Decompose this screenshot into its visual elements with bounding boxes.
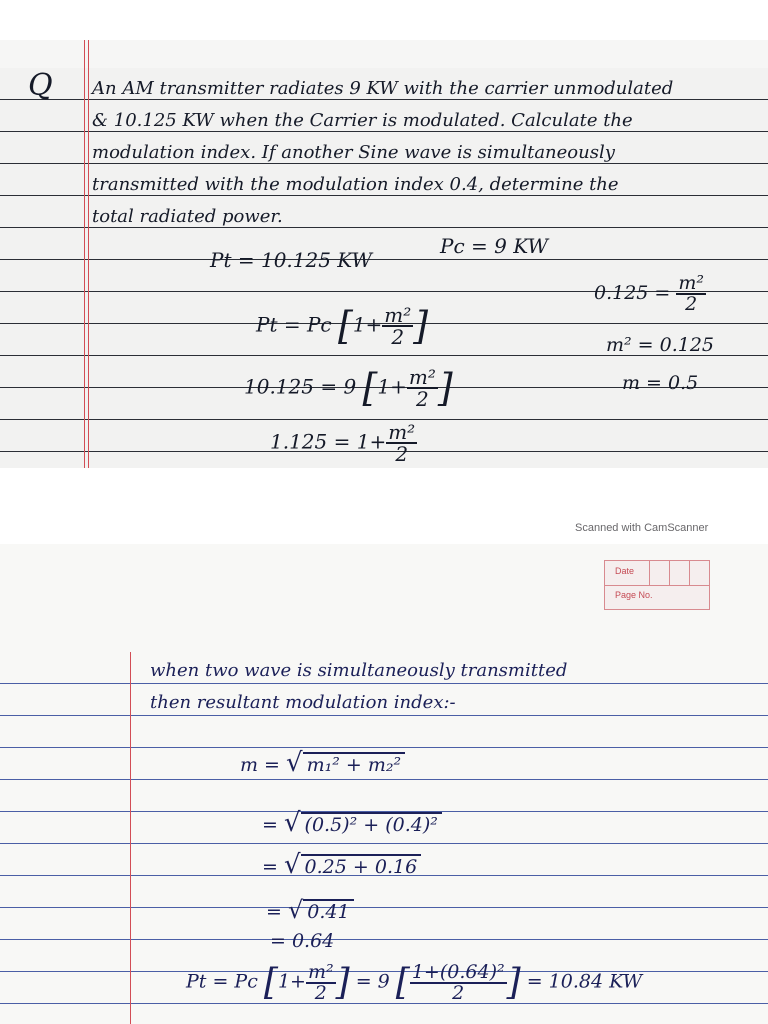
question-line-1: An AM transmitter radiates 9 KW with the carrier unmodulated — [92, 78, 674, 99]
sqrt-sign: √ — [286, 748, 303, 778]
side-work-3: m = 0.5 — [622, 372, 699, 394]
date-cell-divider — [689, 561, 690, 585]
calc-row-4 — [270, 930, 334, 952]
given-pt: Pt = 10.125 KW — [210, 248, 373, 272]
date-cell-divider — [649, 561, 650, 585]
fraction-numerator: m² — [678, 272, 705, 294]
bracket-open: [ — [263, 962, 278, 1003]
m-eq: m = — [240, 754, 280, 776]
sqrt-content: m₁² + m₂² — [303, 752, 406, 776]
fraction-denominator: 2 — [452, 981, 465, 1004]
calc-row-3 — [266, 896, 354, 924]
date-row — [605, 561, 709, 586]
formula-lhs: Pt = Pc — [256, 312, 332, 337]
fraction-numerator: m² — [307, 960, 334, 983]
sqrt-content: 0.25 + 0.16 — [301, 854, 422, 878]
step2-lhs: 1.125 = — [270, 429, 351, 454]
fraction-numerator: m² — [388, 420, 416, 444]
one-plus: 1+ — [277, 970, 306, 993]
step1-lhs: 10.125 = 9 — [244, 374, 357, 399]
formula-row — [256, 304, 428, 348]
bracket-open: [ — [395, 962, 410, 1003]
date-label: Date — [615, 566, 635, 576]
bracket-open: [ — [337, 304, 353, 348]
m-formula-row — [240, 748, 405, 778]
fraction-denominator: 2 — [415, 387, 429, 411]
calc-row-1 — [262, 808, 442, 838]
one-plus: 1+ — [356, 429, 387, 454]
given-pc: Pc = 9 KW — [440, 234, 548, 258]
page2-line-2: then resultant modulation index:- — [150, 692, 456, 713]
fraction-denominator: 2 — [395, 442, 409, 466]
eq-sign: = — [262, 814, 278, 836]
one-plus: 1+ — [377, 374, 407, 399]
question-line-2: & 10.125 KW when the Carrier is modulated. Calculate the — [92, 110, 633, 131]
fraction — [306, 960, 336, 1004]
fraction-numerator: m² — [408, 365, 436, 389]
step2-row — [270, 422, 417, 464]
side-work-2: m² = 0.125 — [606, 334, 715, 356]
page-no-label: Page No. — [615, 590, 653, 600]
sqrt-sign: √ — [283, 808, 301, 838]
pt-lhs: Pt = Pc — [186, 970, 258, 993]
fraction-denominator: 2 — [314, 981, 327, 1004]
pt-mid: = 9 — [355, 970, 390, 993]
final-pt-row — [186, 962, 642, 1003]
side-work-1 — [594, 274, 706, 314]
margin-line — [88, 40, 89, 468]
eq-sign: = — [270, 930, 286, 952]
fraction-numerator: m² — [384, 303, 412, 327]
side1-lhs: 0.125 = — [594, 282, 671, 304]
page2-line-1: when two wave is simultaneously transmitted — [150, 660, 568, 681]
fraction — [676, 274, 706, 314]
notebook-page-2 — [0, 544, 768, 1024]
pt-result: = 10.84 KW — [526, 970, 643, 993]
one-plus: 1+ — [352, 312, 383, 337]
fraction — [386, 422, 417, 464]
bracket-close: ] — [335, 962, 350, 1003]
step1-row — [244, 366, 453, 410]
date-page-box — [604, 560, 710, 610]
question-marker: Q — [28, 68, 53, 103]
sqrt-sign: √ — [287, 896, 304, 924]
date-cell-divider — [669, 561, 670, 585]
question-line-5: total radiated power. — [92, 206, 283, 227]
sqrt-content: 0.41 — [303, 899, 353, 923]
fraction-denominator: 2 — [685, 293, 698, 315]
margin-line — [130, 652, 131, 1024]
fraction-numerator: 1+(0.64)² — [411, 960, 505, 983]
margin-line — [84, 40, 85, 468]
bracket-close: ] — [437, 366, 453, 410]
question-line-4: transmitted with the modulation index 0.4, determine the — [92, 174, 619, 195]
sqrt-content: (0.5)² + (0.4)² — [301, 812, 442, 836]
eq-sign: = — [262, 856, 278, 878]
page-row — [605, 585, 709, 609]
fraction-denominator: 2 — [391, 325, 405, 349]
fraction — [410, 960, 507, 1004]
bracket-close: ] — [413, 304, 429, 348]
fraction — [407, 367, 438, 409]
eq-sign: = — [266, 901, 282, 923]
result-m: 0.64 — [291, 930, 335, 952]
scanner-watermark: Scanned with CamScanner — [575, 522, 709, 534]
fraction — [382, 305, 413, 347]
calc-row-2 — [262, 850, 421, 880]
bracket-open: [ — [362, 366, 378, 410]
question-line-3: modulation index. If another Sine wave is simultaneously — [92, 142, 615, 163]
sqrt-sign: √ — [283, 850, 301, 880]
bracket-close: ] — [506, 962, 521, 1003]
